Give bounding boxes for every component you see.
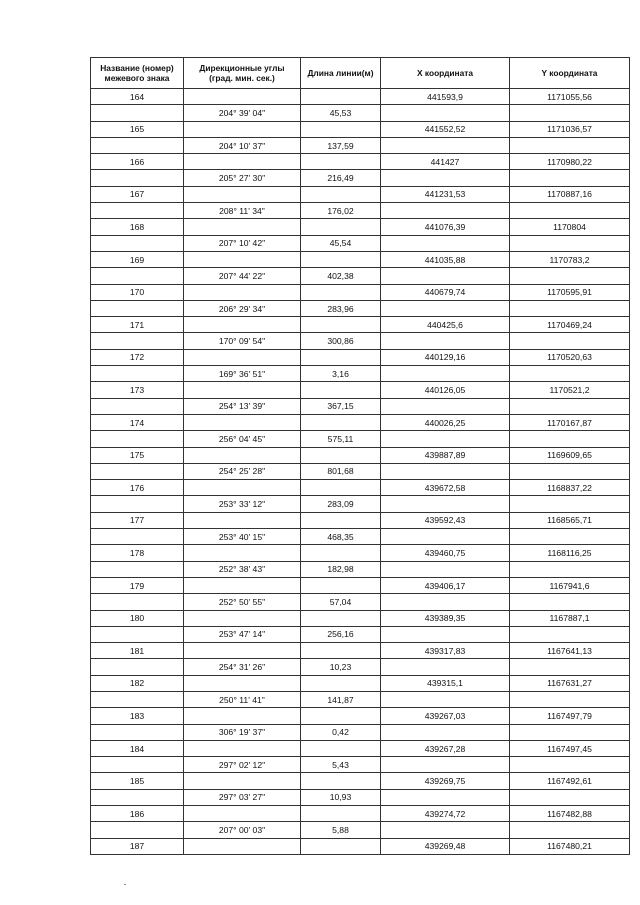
cell-y [510, 137, 630, 153]
cell-x [381, 366, 510, 382]
header-name [91, 58, 184, 89]
cell-length [301, 838, 381, 854]
cell-y: 1170595,91 [510, 284, 630, 300]
cell-x [381, 398, 510, 414]
cell-y [510, 724, 630, 740]
table-row-segment [91, 431, 630, 447]
cell-y: 1167941,6 [510, 577, 630, 593]
cell-name [91, 496, 184, 512]
table-row-point [91, 186, 630, 202]
cell-length: 45,53 [301, 105, 381, 121]
cell-angle [184, 708, 301, 724]
cell-x: 441552,52 [381, 121, 510, 137]
table-row-point [91, 773, 630, 789]
cell-x: 439887,89 [381, 447, 510, 463]
cell-y: 1169609,65 [510, 447, 630, 463]
cell-angle: 204° 39' 04" [184, 105, 301, 121]
cell-name [91, 529, 184, 545]
cell-length: 3,16 [301, 366, 381, 382]
cell-y: 1168837,22 [510, 480, 630, 496]
cell-length: 367,15 [301, 398, 381, 414]
cell-name: 176 [91, 480, 184, 496]
table-header-row [91, 58, 630, 89]
cell-name: 173 [91, 382, 184, 398]
cell-x: 440425,6 [381, 317, 510, 333]
cell-x [381, 724, 510, 740]
cell-angle: 208° 11' 34" [184, 203, 301, 219]
cell-angle: 252° 50' 55" [184, 594, 301, 610]
table-row-segment [91, 366, 630, 382]
table-row-point [91, 708, 630, 724]
cell-angle [184, 154, 301, 170]
cell-name [91, 724, 184, 740]
cell-length [301, 708, 381, 724]
cell-y: 1170887,16 [510, 186, 630, 202]
cell-angle: 306° 19' 37" [184, 724, 301, 740]
cell-length [301, 382, 381, 398]
table-row-segment [91, 235, 630, 251]
table-row-segment [91, 300, 630, 316]
table-row-segment [91, 822, 630, 838]
cell-length: 57,04 [301, 594, 381, 610]
cell-length [301, 740, 381, 756]
cell-name [91, 170, 184, 186]
cell-x: 439460,75 [381, 545, 510, 561]
cell-name: 175 [91, 447, 184, 463]
cell-angle [184, 577, 301, 593]
cell-y [510, 691, 630, 707]
cell-length: 10,93 [301, 789, 381, 805]
table-row-segment [91, 105, 630, 121]
cell-length: 141,87 [301, 691, 381, 707]
cell-y [510, 398, 630, 414]
cell-angle [184, 610, 301, 626]
cell-length [301, 577, 381, 593]
table-row-point [91, 610, 630, 626]
table-row-point [91, 838, 630, 854]
cell-length: 575,11 [301, 431, 381, 447]
cell-name: 185 [91, 773, 184, 789]
cell-y: 1167641,13 [510, 643, 630, 659]
cell-name: 180 [91, 610, 184, 626]
cell-x [381, 626, 510, 642]
cell-x [381, 691, 510, 707]
cell-length [301, 284, 381, 300]
cell-name: 183 [91, 708, 184, 724]
cell-x [381, 431, 510, 447]
cell-angle [184, 838, 301, 854]
cell-length [301, 219, 381, 235]
table-row-segment [91, 789, 630, 805]
cell-y: 1170980,22 [510, 154, 630, 170]
cell-x: 439317,83 [381, 643, 510, 659]
cell-x [381, 594, 510, 610]
table-row-point [91, 806, 630, 822]
cell-angle: 253° 33' 12" [184, 496, 301, 512]
cell-length: 283,96 [301, 300, 381, 316]
table-row-point [91, 643, 630, 659]
table-row-segment [91, 724, 630, 740]
cell-length [301, 512, 381, 528]
cell-angle: 253° 47' 14" [184, 626, 301, 642]
table-row-point [91, 89, 630, 105]
cell-y [510, 822, 630, 838]
cell-y [510, 594, 630, 610]
cell-x [381, 268, 510, 284]
cell-angle: 252° 38' 43" [184, 561, 301, 577]
cell-angle: 207° 00' 03" [184, 822, 301, 838]
header-length: Длина линии(м) [301, 58, 381, 89]
cell-name [91, 789, 184, 805]
cell-length [301, 251, 381, 267]
cell-x: 439267,03 [381, 708, 510, 724]
table-row-point [91, 414, 630, 430]
cell-y [510, 463, 630, 479]
cell-name: 167 [91, 186, 184, 202]
cell-x: 439389,35 [381, 610, 510, 626]
cell-length: 256,16 [301, 626, 381, 642]
cell-y: 1167492,61 [510, 773, 630, 789]
cell-angle: 204° 10' 37" [184, 137, 301, 153]
cell-name: 174 [91, 414, 184, 430]
cell-angle [184, 545, 301, 561]
table-row-point [91, 251, 630, 267]
cell-x [381, 757, 510, 773]
cell-length: 300,86 [301, 333, 381, 349]
cell-name [91, 366, 184, 382]
cell-name [91, 398, 184, 414]
cell-name: 172 [91, 349, 184, 365]
cell-y: 1170521,2 [510, 382, 630, 398]
cell-y [510, 561, 630, 577]
cell-length: 0,42 [301, 724, 381, 740]
table-row-point [91, 121, 630, 137]
cell-length [301, 773, 381, 789]
cell-name [91, 626, 184, 642]
cell-y: 1170804 [510, 219, 630, 235]
cell-y: 1167480,21 [510, 838, 630, 854]
cell-x: 440126,05 [381, 382, 510, 398]
cell-y: 1167631,27 [510, 675, 630, 691]
cell-x: 439269,75 [381, 773, 510, 789]
cell-length: 402,38 [301, 268, 381, 284]
coordinates-table [90, 57, 630, 855]
cell-length: 45,54 [301, 235, 381, 251]
cell-y: 1167887,1 [510, 610, 630, 626]
cell-x: 440026,25 [381, 414, 510, 430]
cell-x [381, 463, 510, 479]
cell-angle: 250° 11' 41" [184, 691, 301, 707]
table-row-segment [91, 561, 630, 577]
cell-angle [184, 317, 301, 333]
cell-y [510, 170, 630, 186]
cell-length [301, 121, 381, 137]
cell-angle: 253° 40' 15" [184, 529, 301, 545]
cell-length [301, 447, 381, 463]
cell-y [510, 300, 630, 316]
cell-y [510, 431, 630, 447]
cell-length: 5,88 [301, 822, 381, 838]
table-row-segment [91, 626, 630, 642]
cell-name: 184 [91, 740, 184, 756]
cell-angle: 297° 02' 12" [184, 757, 301, 773]
table-row-point [91, 545, 630, 561]
cell-x: 440679,74 [381, 284, 510, 300]
cell-x [381, 496, 510, 512]
cell-y [510, 626, 630, 642]
cell-length: 468,35 [301, 529, 381, 545]
table-row-point [91, 349, 630, 365]
cell-length [301, 643, 381, 659]
cell-name [91, 594, 184, 610]
cell-length: 5,43 [301, 757, 381, 773]
cell-name [91, 757, 184, 773]
cell-x [381, 333, 510, 349]
cell-name [91, 561, 184, 577]
table-body [91, 89, 630, 855]
cell-x [381, 789, 510, 805]
cell-angle: 169° 36' 51" [184, 366, 301, 382]
cell-length [301, 317, 381, 333]
cell-y: 1171055,56 [510, 89, 630, 105]
cell-x [381, 529, 510, 545]
cell-y: 1170167,87 [510, 414, 630, 430]
cell-angle: 205° 27' 30" [184, 170, 301, 186]
cell-y [510, 268, 630, 284]
table-row-point [91, 480, 630, 496]
cell-x: 441035,88 [381, 251, 510, 267]
cell-x: 440129,16 [381, 349, 510, 365]
cell-length [301, 806, 381, 822]
table-row-segment [91, 398, 630, 414]
cell-angle: 170° 09' 54" [184, 333, 301, 349]
cell-angle [184, 643, 301, 659]
cell-angle: 207° 44' 22" [184, 268, 301, 284]
cell-y: 1167497,45 [510, 740, 630, 756]
table-row-segment [91, 137, 630, 153]
cell-name [91, 333, 184, 349]
cell-x [381, 137, 510, 153]
cell-angle [184, 512, 301, 528]
cell-angle [184, 89, 301, 105]
cell-y: 1168565,71 [510, 512, 630, 528]
cell-angle [184, 251, 301, 267]
cell-x: 439274,72 [381, 806, 510, 822]
cell-angle [184, 219, 301, 235]
cell-angle [184, 382, 301, 398]
cell-x: 441427 [381, 154, 510, 170]
cell-name [91, 300, 184, 316]
table-row-segment [91, 757, 630, 773]
cell-length: 137,59 [301, 137, 381, 153]
table-row-point [91, 740, 630, 756]
cell-x: 439269,48 [381, 838, 510, 854]
cell-name [91, 105, 184, 121]
cell-y: 1170783,2 [510, 251, 630, 267]
cell-length: 283,09 [301, 496, 381, 512]
cell-x: 441231,53 [381, 186, 510, 202]
cell-length [301, 349, 381, 365]
cell-length [301, 154, 381, 170]
header-name-text: Название (номер) межевого знака [100, 63, 174, 83]
cell-length [301, 89, 381, 105]
cell-name: 182 [91, 675, 184, 691]
cell-length [301, 675, 381, 691]
cell-name: 179 [91, 577, 184, 593]
cell-angle [184, 806, 301, 822]
header-y: Y координата [510, 58, 630, 89]
cell-y [510, 203, 630, 219]
cell-name: 178 [91, 545, 184, 561]
table-row-point [91, 154, 630, 170]
table-row-segment [91, 333, 630, 349]
cell-length: 10,23 [301, 659, 381, 675]
cell-name [91, 431, 184, 447]
cell-name [91, 822, 184, 838]
table-row-segment [91, 594, 630, 610]
cell-angle: 297° 03' 27" [184, 789, 301, 805]
cell-name: 170 [91, 284, 184, 300]
cell-y: 1171036,57 [510, 121, 630, 137]
cell-x: 439672,58 [381, 480, 510, 496]
cell-y [510, 366, 630, 382]
cell-x: 439406,17 [381, 577, 510, 593]
scan-speck [124, 884, 126, 885]
cell-x [381, 203, 510, 219]
cell-y: 1168116,25 [510, 545, 630, 561]
cell-angle: 206° 29' 34" [184, 300, 301, 316]
cell-angle [184, 740, 301, 756]
cell-name: 169 [91, 251, 184, 267]
table-row-segment [91, 496, 630, 512]
header-angle-text: Дирекционные углы (град. мин. сек.) [199, 63, 285, 83]
cell-angle: 256° 04' 45" [184, 431, 301, 447]
cell-y: 1170469,24 [510, 317, 630, 333]
header-x: X координата [381, 58, 510, 89]
cell-angle [184, 121, 301, 137]
table-row-segment [91, 170, 630, 186]
cell-angle: 254° 25' 28" [184, 463, 301, 479]
table-row-point [91, 317, 630, 333]
cell-x [381, 170, 510, 186]
cell-x [381, 561, 510, 577]
cell-y: 1167482,88 [510, 806, 630, 822]
cell-y [510, 333, 630, 349]
cell-length: 176,02 [301, 203, 381, 219]
cell-name [91, 659, 184, 675]
cell-name [91, 691, 184, 707]
table-row-point [91, 675, 630, 691]
cell-y [510, 757, 630, 773]
cell-name [91, 203, 184, 219]
table-row-segment [91, 529, 630, 545]
cell-angle: 254° 13' 39" [184, 398, 301, 414]
cell-x [381, 235, 510, 251]
table-row-point [91, 219, 630, 235]
cell-length [301, 545, 381, 561]
table-row-point [91, 512, 630, 528]
cell-y: 1170520,63 [510, 349, 630, 365]
cell-name: 166 [91, 154, 184, 170]
cell-name: 165 [91, 121, 184, 137]
cell-name: 187 [91, 838, 184, 854]
cell-name: 168 [91, 219, 184, 235]
cell-y [510, 789, 630, 805]
cell-angle [184, 186, 301, 202]
table-row-point [91, 382, 630, 398]
table-row-segment [91, 659, 630, 675]
cell-length [301, 186, 381, 202]
cell-length [301, 480, 381, 496]
cell-name: 171 [91, 317, 184, 333]
cell-x: 439267,28 [381, 740, 510, 756]
cell-angle [184, 284, 301, 300]
cell-length [301, 610, 381, 626]
cell-angle [184, 414, 301, 430]
cell-x: 439592,43 [381, 512, 510, 528]
cell-y [510, 529, 630, 545]
table-row-point [91, 447, 630, 463]
cell-name [91, 235, 184, 251]
cell-name [91, 463, 184, 479]
cell-angle [184, 675, 301, 691]
cell-length: 801,68 [301, 463, 381, 479]
cell-name [91, 137, 184, 153]
cell-x [381, 105, 510, 121]
cell-x [381, 659, 510, 675]
cell-angle [184, 349, 301, 365]
cell-x: 441076,39 [381, 219, 510, 235]
cell-angle: 254° 31' 26" [184, 659, 301, 675]
table-row-point [91, 284, 630, 300]
cell-length: 216,49 [301, 170, 381, 186]
cell-name: 177 [91, 512, 184, 528]
cell-x: 439315,1 [381, 675, 510, 691]
cell-x [381, 822, 510, 838]
cell-name: 164 [91, 89, 184, 105]
table-row-segment [91, 268, 630, 284]
table-row-point [91, 577, 630, 593]
table-row-segment [91, 691, 630, 707]
cell-length [301, 414, 381, 430]
cell-angle [184, 447, 301, 463]
cell-y [510, 235, 630, 251]
cell-name: 186 [91, 806, 184, 822]
cell-y [510, 496, 630, 512]
cell-y [510, 105, 630, 121]
table-row-segment [91, 203, 630, 219]
cell-name [91, 268, 184, 284]
cell-angle: 207° 10' 42" [184, 235, 301, 251]
cell-y: 1167497,79 [510, 708, 630, 724]
header-angle [184, 58, 301, 89]
cell-angle [184, 773, 301, 789]
cell-angle [184, 480, 301, 496]
cell-x [381, 300, 510, 316]
cell-length: 182,98 [301, 561, 381, 577]
cell-name: 181 [91, 643, 184, 659]
table-row-segment [91, 463, 630, 479]
cell-y [510, 659, 630, 675]
cell-x: 441593,9 [381, 89, 510, 105]
